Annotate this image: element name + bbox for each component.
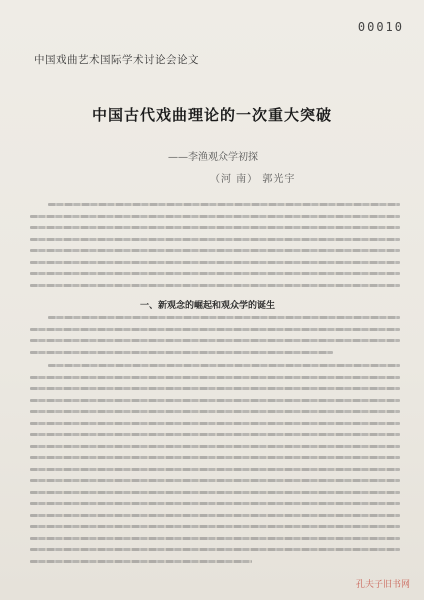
- subtitle: ——李渔观众学初探: [168, 152, 258, 163]
- series-header: 中国戏曲艺术国际学术讨论会论文: [34, 54, 199, 66]
- page-title: 中国古代戏曲理论的一次重大突破: [91, 106, 332, 124]
- body-paragraph-1: [30, 316, 400, 362]
- intro-paragraph-1: [30, 203, 400, 295]
- page-number: 00010: [357, 20, 404, 34]
- body-paragraph-2: [30, 364, 400, 571]
- watermark: 孔夫子旧书网: [355, 580, 410, 590]
- author-line: （河 南） 郭光宇: [210, 174, 296, 185]
- section-heading: 一、新观念的崛起和观众学的诞生: [140, 301, 276, 311]
